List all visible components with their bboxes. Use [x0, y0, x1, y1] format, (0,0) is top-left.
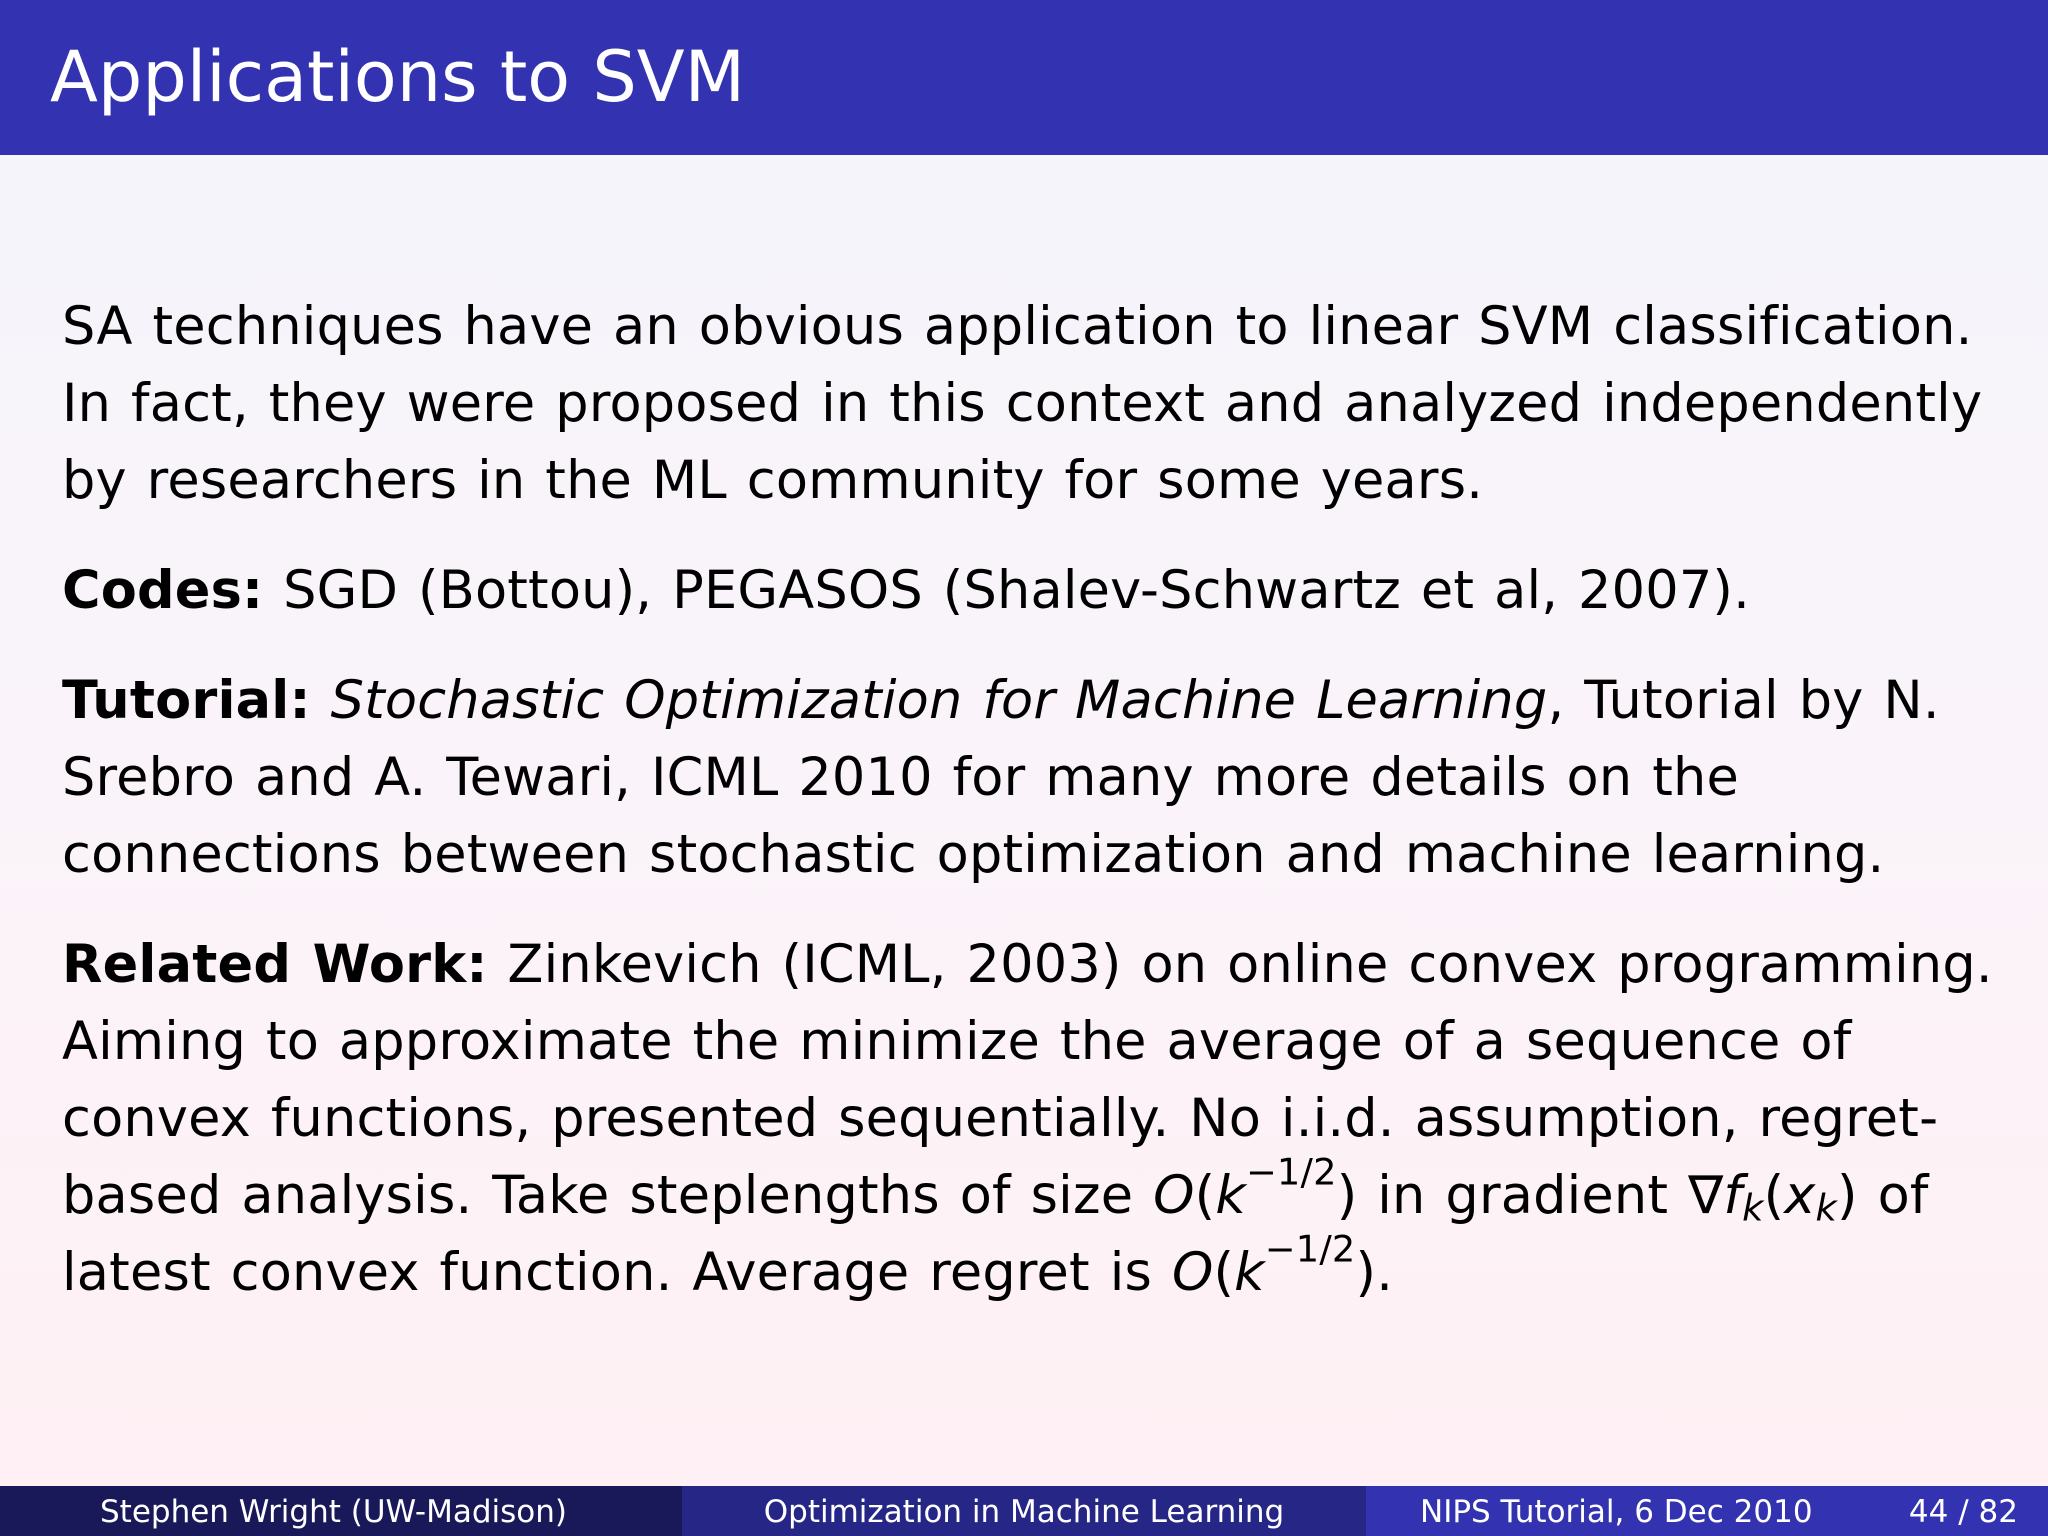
- slide-content: [62, 288, 2002, 1344]
- tutorial-title: Stochastic Optimization for Machine Learning: [330, 670, 1548, 731]
- related-work-paragraph: [62, 926, 2002, 1311]
- codes-paragraph: [62, 552, 2002, 629]
- intro-paragraph: SA techniques have an obvious application to linear SVM classification. In fact, they were proposed in this context and analyzed independently by researchers in the ML community for some years.: [62, 296, 1983, 511]
- tutorial-label: Tutorial:: [62, 670, 311, 731]
- gradient-formula: $\nabla f_k(x_k)$: [1688, 1165, 1858, 1230]
- page-separator: /: [1958, 1494, 1969, 1530]
- related-work-label: Related Work:: [62, 934, 488, 995]
- title-bar: [0, 0, 2048, 155]
- footer-event-section: [1366, 1486, 2048, 1536]
- related-work-text-1: Zinkevich (ICML, 2003) on online convex programming. Aiming to approximate the minimize the average of a sequence of convex functions, presented sequentially. No i.i.d. assumption, regret-based analysis. Take steplengths of size: [62, 934, 1993, 1226]
- codes-label: Codes:: [62, 560, 264, 621]
- footer-author: Stephen Wright (UW-Madison): [100, 1494, 568, 1530]
- steplength-formula: $O(k^{-1/2})$: [1153, 1150, 1358, 1226]
- codes-text: SGD (Bottou), PEGASOS (Shalev-Schwartz et al, 2007).: [283, 560, 1750, 621]
- page-number: [1909, 1494, 2018, 1530]
- slide-title: Applications to SVM: [50, 36, 746, 118]
- footer-event: NIPS Tutorial, 6 Dec 2010: [1420, 1494, 1813, 1530]
- total-pages: 82: [1978, 1494, 2018, 1530]
- tutorial-paragraph: [62, 662, 2002, 893]
- footer-bar: [0, 1486, 2048, 1536]
- related-work-text-2: in gradient: [1377, 1165, 1669, 1226]
- current-page: 44: [1908, 1494, 1949, 1530]
- regret-formula: $O(k^{-1/2})$.: [1171, 1227, 1394, 1303]
- footer-talk-title: Optimization in Machine Learning: [763, 1494, 1285, 1530]
- related-work-text-3: of latest convex function. Average regret is: [62, 1165, 1929, 1303]
- footer-talk-section: [682, 1486, 1366, 1536]
- tutorial-text: , Tutorial by N. Srebro and A. Tewari, ICML 2010 for many more details on the connections between stochastic optimization and machine learning.: [62, 670, 1940, 885]
- footer-author-section: [0, 1486, 682, 1536]
